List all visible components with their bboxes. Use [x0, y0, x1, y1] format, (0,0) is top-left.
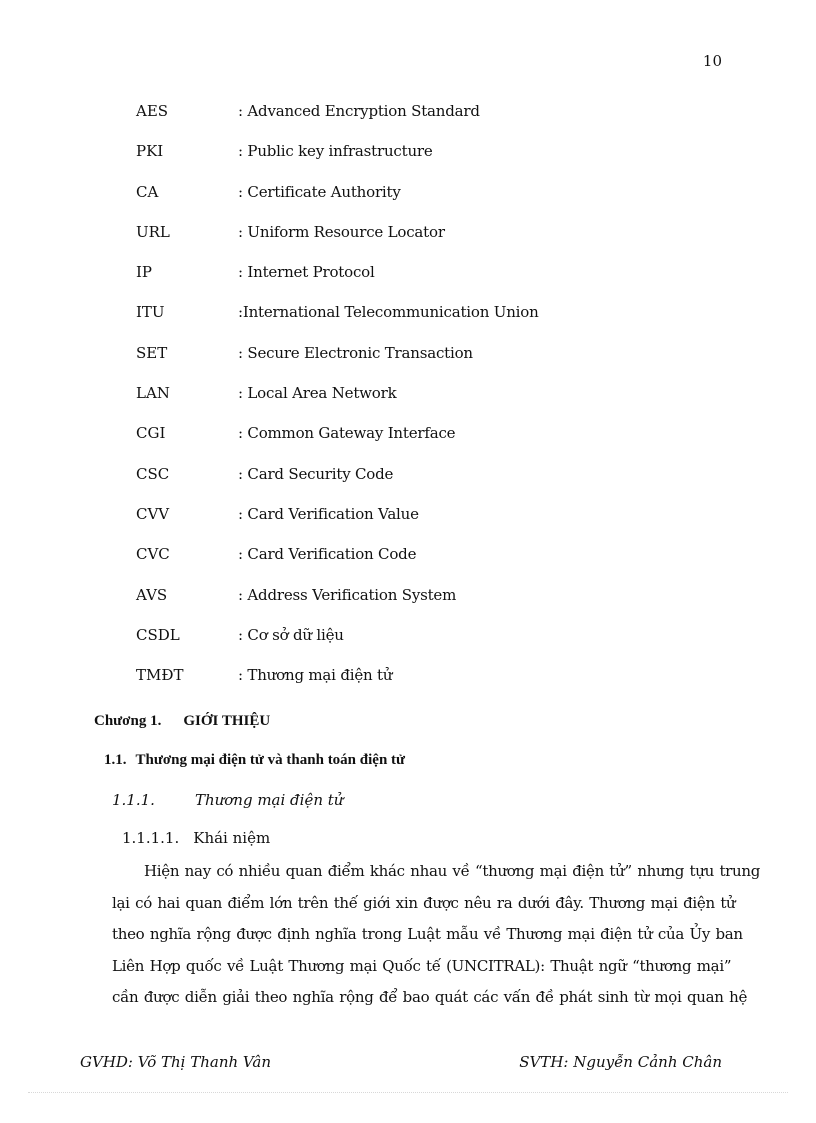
abbreviation-definition: :International Telecommunication Union — [238, 303, 539, 322]
abbreviation-term: ITU — [136, 303, 165, 322]
abbreviation-row — [136, 299, 736, 339]
section-title: Khái niệm — [193, 829, 271, 847]
section-number: 1.1.1. — [112, 791, 155, 809]
abbreviation-definition: : Thương mại điện tử — [238, 666, 393, 685]
section-title: Thương mại điện tử — [194, 791, 344, 809]
page-number: 10 — [702, 52, 722, 70]
abbreviation-term: CA — [136, 182, 159, 201]
abbreviation-definition: : Card Security Code — [238, 464, 394, 483]
paragraph-line: lại có hai quan điểm lớn trên thế giới xin được nêu ra dưới đây. Thương mại điện tử — [112, 893, 736, 912]
abbreviation-definition: : Uniform Resource Locator — [238, 222, 445, 241]
abbreviation-term: IP — [136, 263, 153, 282]
abbreviation-row — [136, 461, 736, 501]
abbreviation-term: CGI — [136, 424, 166, 443]
abbreviation-definition: : Cơ sở dữ liệu — [238, 625, 344, 644]
abbreviation-term: AES — [136, 102, 169, 120]
abbreviation-row — [136, 420, 736, 460]
abbreviation-row — [136, 259, 736, 299]
abbreviation-term: TMĐT — [136, 666, 184, 685]
abbreviation-term: URL — [136, 222, 170, 241]
chapter-heading — [94, 713, 270, 730]
abbreviation-term: LAN — [136, 384, 170, 403]
abbreviation-row — [136, 662, 736, 702]
abbreviation-definition: : Card Verification Value — [238, 504, 419, 523]
abbreviation-term: CVV — [136, 504, 170, 523]
abbreviation-term: AVS — [136, 585, 168, 604]
abbreviation-term: PKI — [136, 142, 164, 161]
abbreviation-definition: : Common Gateway Interface — [238, 424, 456, 443]
abbreviation-definition: : Address Verification System — [238, 585, 457, 604]
abbreviation-definition: : Internet Protocol — [238, 263, 375, 282]
section-heading-1-1-1-1 — [122, 829, 270, 847]
paragraph-line: Hiện nay có nhiều quan điểm khác nhau về “thương mại điện tử” nhưng tựu trung — [144, 862, 761, 880]
abbreviation-definition: : Certificate Authority — [238, 182, 401, 201]
abbreviation-row — [136, 501, 736, 541]
footer-student: SVTH: Nguyễn Cảnh Chân — [519, 1053, 722, 1071]
abbreviation-definition: : Local Area Network — [238, 384, 397, 403]
abbreviation-definition: : Public key infrastructure — [238, 142, 433, 161]
section-number: 1.1. — [104, 752, 127, 768]
chapter-title: GIỚI THIỆU — [183, 713, 271, 729]
paragraph-line: cần được diễn giải theo nghĩa rộng để bao quát các vấn đề phát sinh từ mọi quan hệ — [112, 988, 748, 1007]
abbreviation-definition: : Card Verification Code — [238, 545, 417, 564]
abbreviation-term: CSC — [136, 464, 170, 483]
section-number: 1.1.1.1. — [122, 829, 180, 847]
section-heading-1-1-1 — [112, 791, 343, 809]
abbreviation-row — [136, 98, 736, 138]
abbreviation-term: SET — [136, 343, 168, 362]
abbreviation-row — [136, 179, 736, 219]
paragraph-line: theo nghĩa rộng được định nghĩa trong Luật mẫu về Thương mại điện tử của Ủy ban — [112, 925, 743, 944]
abbreviation-row — [136, 380, 736, 420]
section-title: Thương mại điện tử và thanh toán điện tử — [135, 752, 406, 768]
abbreviation-row — [136, 219, 736, 259]
abbreviation-term: CVC — [136, 545, 170, 564]
abbreviation-definition: : Advanced Encryption Standard — [238, 102, 480, 120]
section-heading-1-1 — [104, 752, 405, 769]
abbreviation-row — [136, 541, 736, 581]
abbreviation-definition: : Secure Electronic Transaction — [238, 343, 473, 362]
abbreviation-row — [136, 582, 736, 622]
footer-advisor: GVHD: Võ Thị Thanh Vân — [80, 1053, 271, 1071]
page-edge-divider — [28, 1092, 788, 1093]
abbreviation-row — [136, 138, 736, 178]
chapter-number: Chương 1. — [94, 713, 162, 729]
abbreviation-list — [136, 98, 736, 702]
abbreviation-term: CSDL — [136, 625, 180, 644]
body-paragraph — [112, 856, 761, 1014]
abbreviation-row — [136, 340, 736, 380]
abbreviation-row — [136, 622, 736, 662]
paragraph-line: Liên Hợp quốc về Luật Thương mại Quốc tế (UNCITRAL): Thuật ngữ “thương mại” — [112, 956, 732, 975]
